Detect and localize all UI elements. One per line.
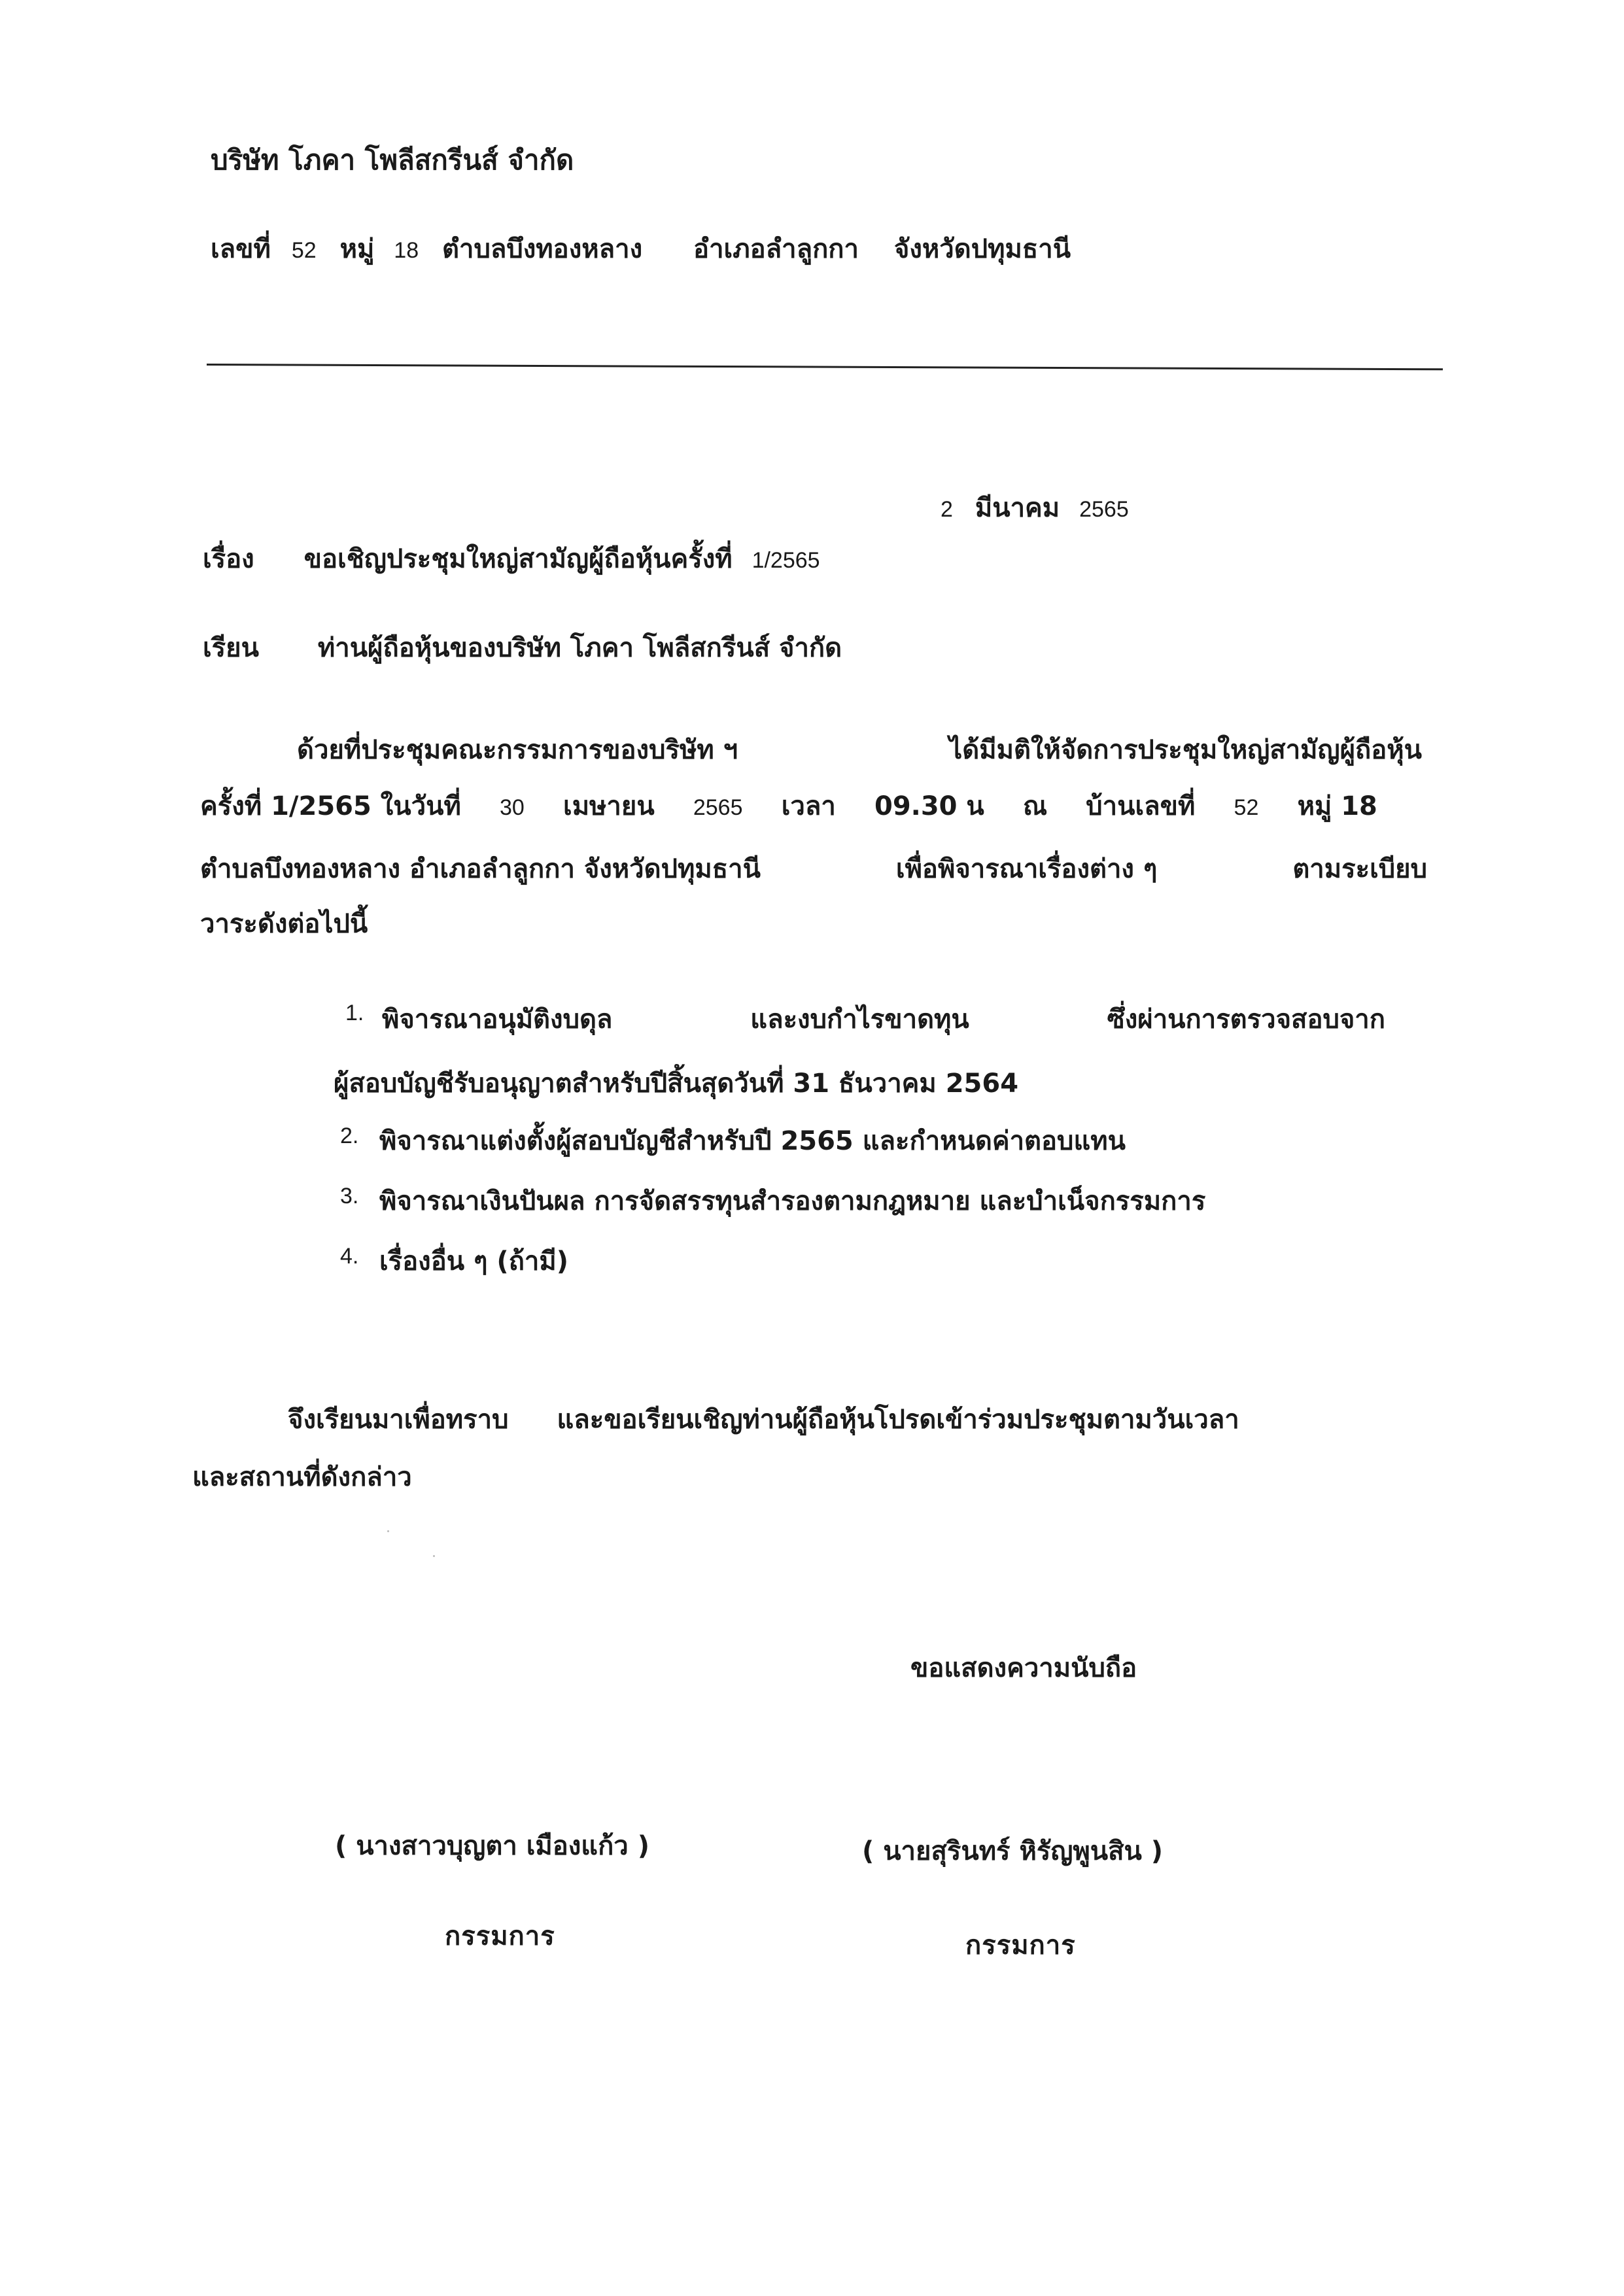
address-label: เลขที่ bbox=[211, 234, 271, 264]
subject-text: ขอเชิญประชุมใหญ่สามัญผู้ถือหุ้นครั้งที่ bbox=[303, 544, 733, 574]
company-name: บริษัท โภคา โพลีสกรีนส์ จำกัด bbox=[211, 144, 574, 176]
body-line-2-house-label: บ้านเลขที่ bbox=[1086, 791, 1196, 821]
agenda-item-4-number: 4. bbox=[340, 1244, 359, 1269]
agenda-item-1-part-3: ซึ่งผ่านการตรวจสอบจาก bbox=[1107, 1004, 1385, 1035]
signatory-2-name: ( นายสุรินทร์ หิรัญพูนสิน ) bbox=[862, 1836, 1164, 1866]
address-house-no: 52 bbox=[291, 238, 317, 263]
signatory-2-title: กรรมการ bbox=[965, 1930, 1076, 1961]
agenda-item-4: เรื่องอื่น ๆ (ถ้ามี) bbox=[379, 1246, 569, 1277]
address-moo-label: หมู่ bbox=[339, 234, 375, 264]
address-province: จังหวัดปทุมธานี bbox=[893, 234, 1071, 264]
salutation-line bbox=[203, 626, 842, 668]
body-line-3-part-1: ตำบลบึงทองหลาง อำเภอลำลูกกา จังหวัดปทุมธานี bbox=[200, 854, 761, 884]
header-divider bbox=[207, 364, 1443, 370]
agenda-item-2: พิจารณาแต่งตั้งผู้สอบบัญชีสำหรับปี 2565 และกำหนดค่าตอบแทน bbox=[379, 1126, 1126, 1156]
subject-number: 1/2565 bbox=[752, 548, 820, 573]
agenda-item-1-part-2: และงบกำไรขาดทุน bbox=[750, 1004, 969, 1035]
body-line-1-part-2: ได้มีมติให้จัดการประชุมใหญ่สามัญผู้ถือหุ้น bbox=[949, 735, 1422, 765]
agenda-item-1-part-1: พิจารณาอนุมัติงบดุล bbox=[382, 1004, 613, 1035]
salutation-label: เรียน bbox=[203, 633, 259, 663]
date-day: 2 bbox=[941, 497, 953, 522]
body-line-2-house-no: 52 bbox=[1234, 795, 1259, 820]
body-line-2-day: 30 bbox=[500, 795, 525, 820]
body-line-4: วาระดังต่อไปนี้ bbox=[200, 909, 368, 939]
subject-label: เรื่อง bbox=[203, 544, 254, 574]
agenda-item-1-number: 1. bbox=[345, 1001, 364, 1025]
body-line-3-part-2: เพื่อพิจารณาเรื่องต่าง ๆ bbox=[895, 854, 1158, 884]
body-line-2-part-1: ครั้งที่ 1/2565 ในวันที่ bbox=[200, 791, 461, 821]
agenda-item-3: พิจารณาเงินปันผล การจัดสรรทุนสำรองตามกฎหมาย และบำเน็จกรรมการ bbox=[379, 1186, 1206, 1216]
signatory-1-name: ( นางสาวบุญตา เมืองแก้ว ) bbox=[335, 1831, 649, 1861]
body-line-3 bbox=[200, 848, 1427, 889]
body-line-2-month: เมษายน bbox=[563, 791, 655, 821]
body-line-2 bbox=[200, 785, 1377, 827]
closing-line-1-part-2: และขอเรียนเชิญท่านผู้ถือหุ้นโปรดเข้าร่วมประชุมตามวันเวลา bbox=[557, 1405, 1239, 1435]
date-year: 2565 bbox=[1079, 497, 1129, 522]
body-line-3-part-3: ตามระเบียบ bbox=[1292, 854, 1427, 884]
address-moo-no: 18 bbox=[394, 238, 419, 263]
agenda-item-3-number: 3. bbox=[340, 1184, 359, 1208]
valediction: ขอแสดงความนับถือ bbox=[910, 1653, 1137, 1683]
body-line-2-at: ณ bbox=[1022, 791, 1048, 821]
agenda-item-1-continuation: ผู้สอบบัญชีรับอนุญาตสำหรับปีสิ้นสุดวันที่ 31 ธันวาคม 2564 bbox=[334, 1069, 1019, 1099]
subject-line bbox=[203, 538, 820, 579]
address-district: อำเภอลำลูกกา bbox=[693, 234, 859, 264]
date-month: มีนาคม bbox=[975, 493, 1060, 523]
agenda-item-1 bbox=[382, 998, 1385, 1040]
scan-speck bbox=[387, 1530, 389, 1532]
salutation-text: ท่านผู้ถือหุ้นของบริษัท โภคา โพลีสกรีนส์ จำกัด bbox=[317, 633, 842, 663]
body-line-1 bbox=[297, 728, 1422, 770]
body-line-2-time-label: เวลา bbox=[781, 791, 836, 821]
closing-line-2: และสถานที่ดังกล่าว bbox=[192, 1462, 412, 1492]
body-line-1-part-1: ด้วยที่ประชุมคณะกรรมการของบริษัท ฯ bbox=[297, 735, 738, 765]
body-line-2-moo: หมู่ 18 bbox=[1297, 791, 1377, 821]
agenda-item-2-number: 2. bbox=[340, 1123, 359, 1148]
scan-speck bbox=[433, 1555, 435, 1557]
signatory-1-title: กรรมการ bbox=[445, 1921, 555, 1951]
company-address bbox=[211, 228, 1071, 269]
letter-date bbox=[941, 487, 1129, 528]
body-line-2-time: 09.30 น bbox=[874, 791, 984, 821]
address-subdistrict: ตำบลบึงทองหลาง bbox=[442, 234, 643, 264]
closing-line-1-part-1: จึงเรียนมาเพื่อทราบ bbox=[288, 1405, 509, 1435]
body-line-2-year: 2565 bbox=[693, 795, 743, 820]
closing-line-1 bbox=[288, 1398, 1239, 1440]
